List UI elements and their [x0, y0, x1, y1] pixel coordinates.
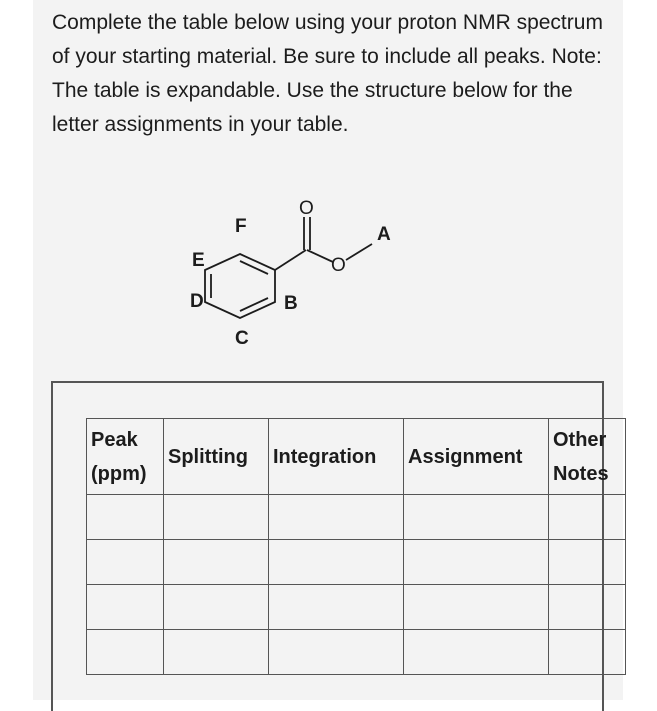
header-assignment: Assignment — [404, 419, 549, 495]
table-cell[interactable] — [269, 630, 404, 675]
table-cell[interactable] — [87, 495, 164, 540]
table-row — [87, 630, 626, 675]
table-cell[interactable] — [404, 585, 549, 630]
table-cell[interactable] — [87, 540, 164, 585]
table-row — [87, 540, 626, 585]
label-c: C — [235, 328, 249, 349]
label-b: B — [284, 293, 298, 314]
table-cell[interactable] — [87, 630, 164, 675]
table-cell[interactable] — [87, 585, 164, 630]
table-cell[interactable] — [404, 540, 549, 585]
instructions-text: Complete the table below using your proton NMR spectrum of your starting material. Be sure to include all peaks. Note: The table is expandable. Use the structure below for the letter assignments in your table. — [52, 11, 603, 136]
table-cell[interactable] — [164, 585, 269, 630]
label-f: F — [235, 216, 247, 237]
table-cell[interactable] — [269, 540, 404, 585]
table-cell[interactable] — [549, 585, 626, 630]
table-cell[interactable] — [404, 630, 549, 675]
table-cell[interactable] — [549, 630, 626, 675]
table-cell[interactable] — [164, 495, 269, 540]
table-row — [87, 495, 626, 540]
carbonyl-oxygen: O — [299, 198, 314, 219]
label-e: E — [192, 250, 205, 271]
table-header-row — [87, 419, 626, 495]
header-splitting: Splitting — [164, 419, 269, 495]
table-cell[interactable] — [404, 495, 549, 540]
label-a: A — [377, 224, 391, 245]
table-row — [87, 585, 626, 630]
table-cell[interactable] — [269, 585, 404, 630]
header-peak: Peak (ppm) — [87, 419, 164, 495]
table-cell[interactable] — [164, 540, 269, 585]
header-integration: Integration — [269, 419, 404, 495]
nmr-table — [86, 418, 626, 675]
benzene-ring — [205, 254, 275, 318]
label-d: D — [190, 291, 204, 312]
table-cell[interactable] — [164, 630, 269, 675]
methyl-benzoate-structure — [180, 192, 420, 362]
table-cell[interactable] — [549, 540, 626, 585]
table-cell[interactable] — [269, 495, 404, 540]
ester-oxygen: O — [331, 255, 346, 276]
header-other-notes: Other Notes — [549, 419, 626, 495]
table-cell[interactable] — [549, 495, 626, 540]
